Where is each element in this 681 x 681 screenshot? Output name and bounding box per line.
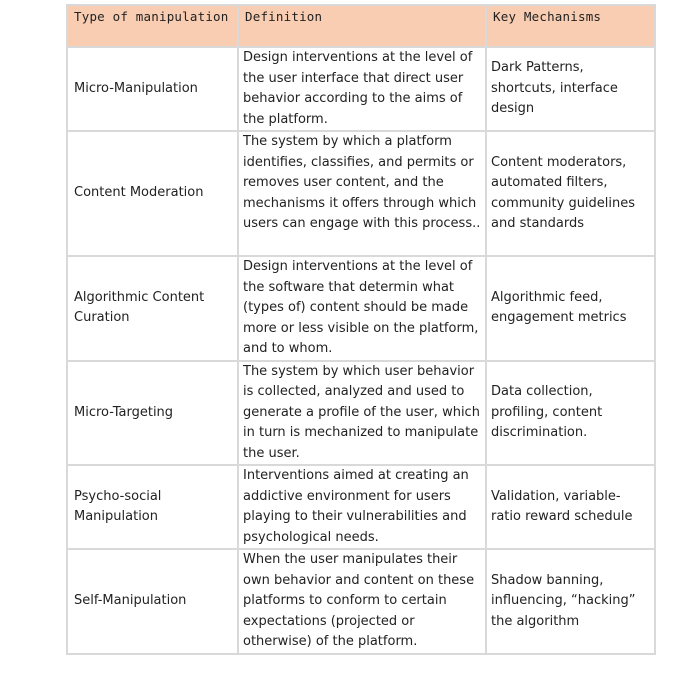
table-row bbox=[67, 465, 655, 549]
definition-cell: The system by which a platform identifies, classifies, and permits or removes user content, and the mechanisms it offers through which users can engage with this process.. bbox=[238, 131, 486, 256]
type-cell: Algorithmic Content Curation bbox=[67, 256, 238, 361]
table-row bbox=[67, 549, 655, 654]
definition-cell: Interventions aimed at creating an addictive environment for users playing to their vulnerabilities and psychological needs. bbox=[238, 465, 486, 549]
table-row bbox=[67, 131, 655, 256]
table-row bbox=[67, 47, 655, 131]
definition-cell: Design interventions at the level of the software that determin what (types of) content should be made more or less visible on the platform, and to whom. bbox=[238, 256, 486, 361]
definition-cell: The system by which user behavior is collected, analyzed and used to generate a profile of the user, which in turn is mechanized to manipulate the user. bbox=[238, 361, 486, 466]
mechanisms-cell: Validation, variable-ratio reward schedule bbox=[486, 465, 655, 549]
type-cell: Micro-Manipulation bbox=[67, 47, 238, 131]
mechanisms-cell: Algorithmic feed, engagement metrics bbox=[486, 256, 655, 361]
table-row bbox=[67, 256, 655, 361]
type-cell: Self-Manipulation bbox=[67, 549, 238, 654]
definition-cell: Design interventions at the level of the user interface that direct user behavior according to the aims of the platform. bbox=[238, 47, 486, 131]
header-definition: Definition bbox=[238, 5, 486, 47]
header-mechanisms: Key Mechanisms bbox=[486, 5, 655, 47]
mechanisms-cell: Shadow banning, influencing, “hacking” the algorithm bbox=[486, 549, 655, 654]
table-header-row bbox=[67, 5, 655, 47]
type-cell: Content Moderation bbox=[67, 131, 238, 256]
mechanisms-cell: Content moderators, automated filters, community guidelines and standards bbox=[486, 131, 655, 256]
type-cell: Micro-Targeting bbox=[67, 361, 238, 466]
manipulation-table bbox=[66, 4, 656, 655]
header-type: Type of manipulation bbox=[67, 5, 238, 47]
table-row bbox=[67, 361, 655, 466]
mechanisms-cell: Dark Patterns, shortcuts, interface design bbox=[486, 47, 655, 131]
type-cell: Psycho-social Manipulation bbox=[67, 465, 238, 549]
definition-cell: When the user manipulates their own behavior and content on these platforms to conform to certain expectations (projected or otherwise) of the platform. bbox=[238, 549, 486, 654]
mechanisms-cell: Data collection, profiling, content discrimination. bbox=[486, 361, 655, 466]
